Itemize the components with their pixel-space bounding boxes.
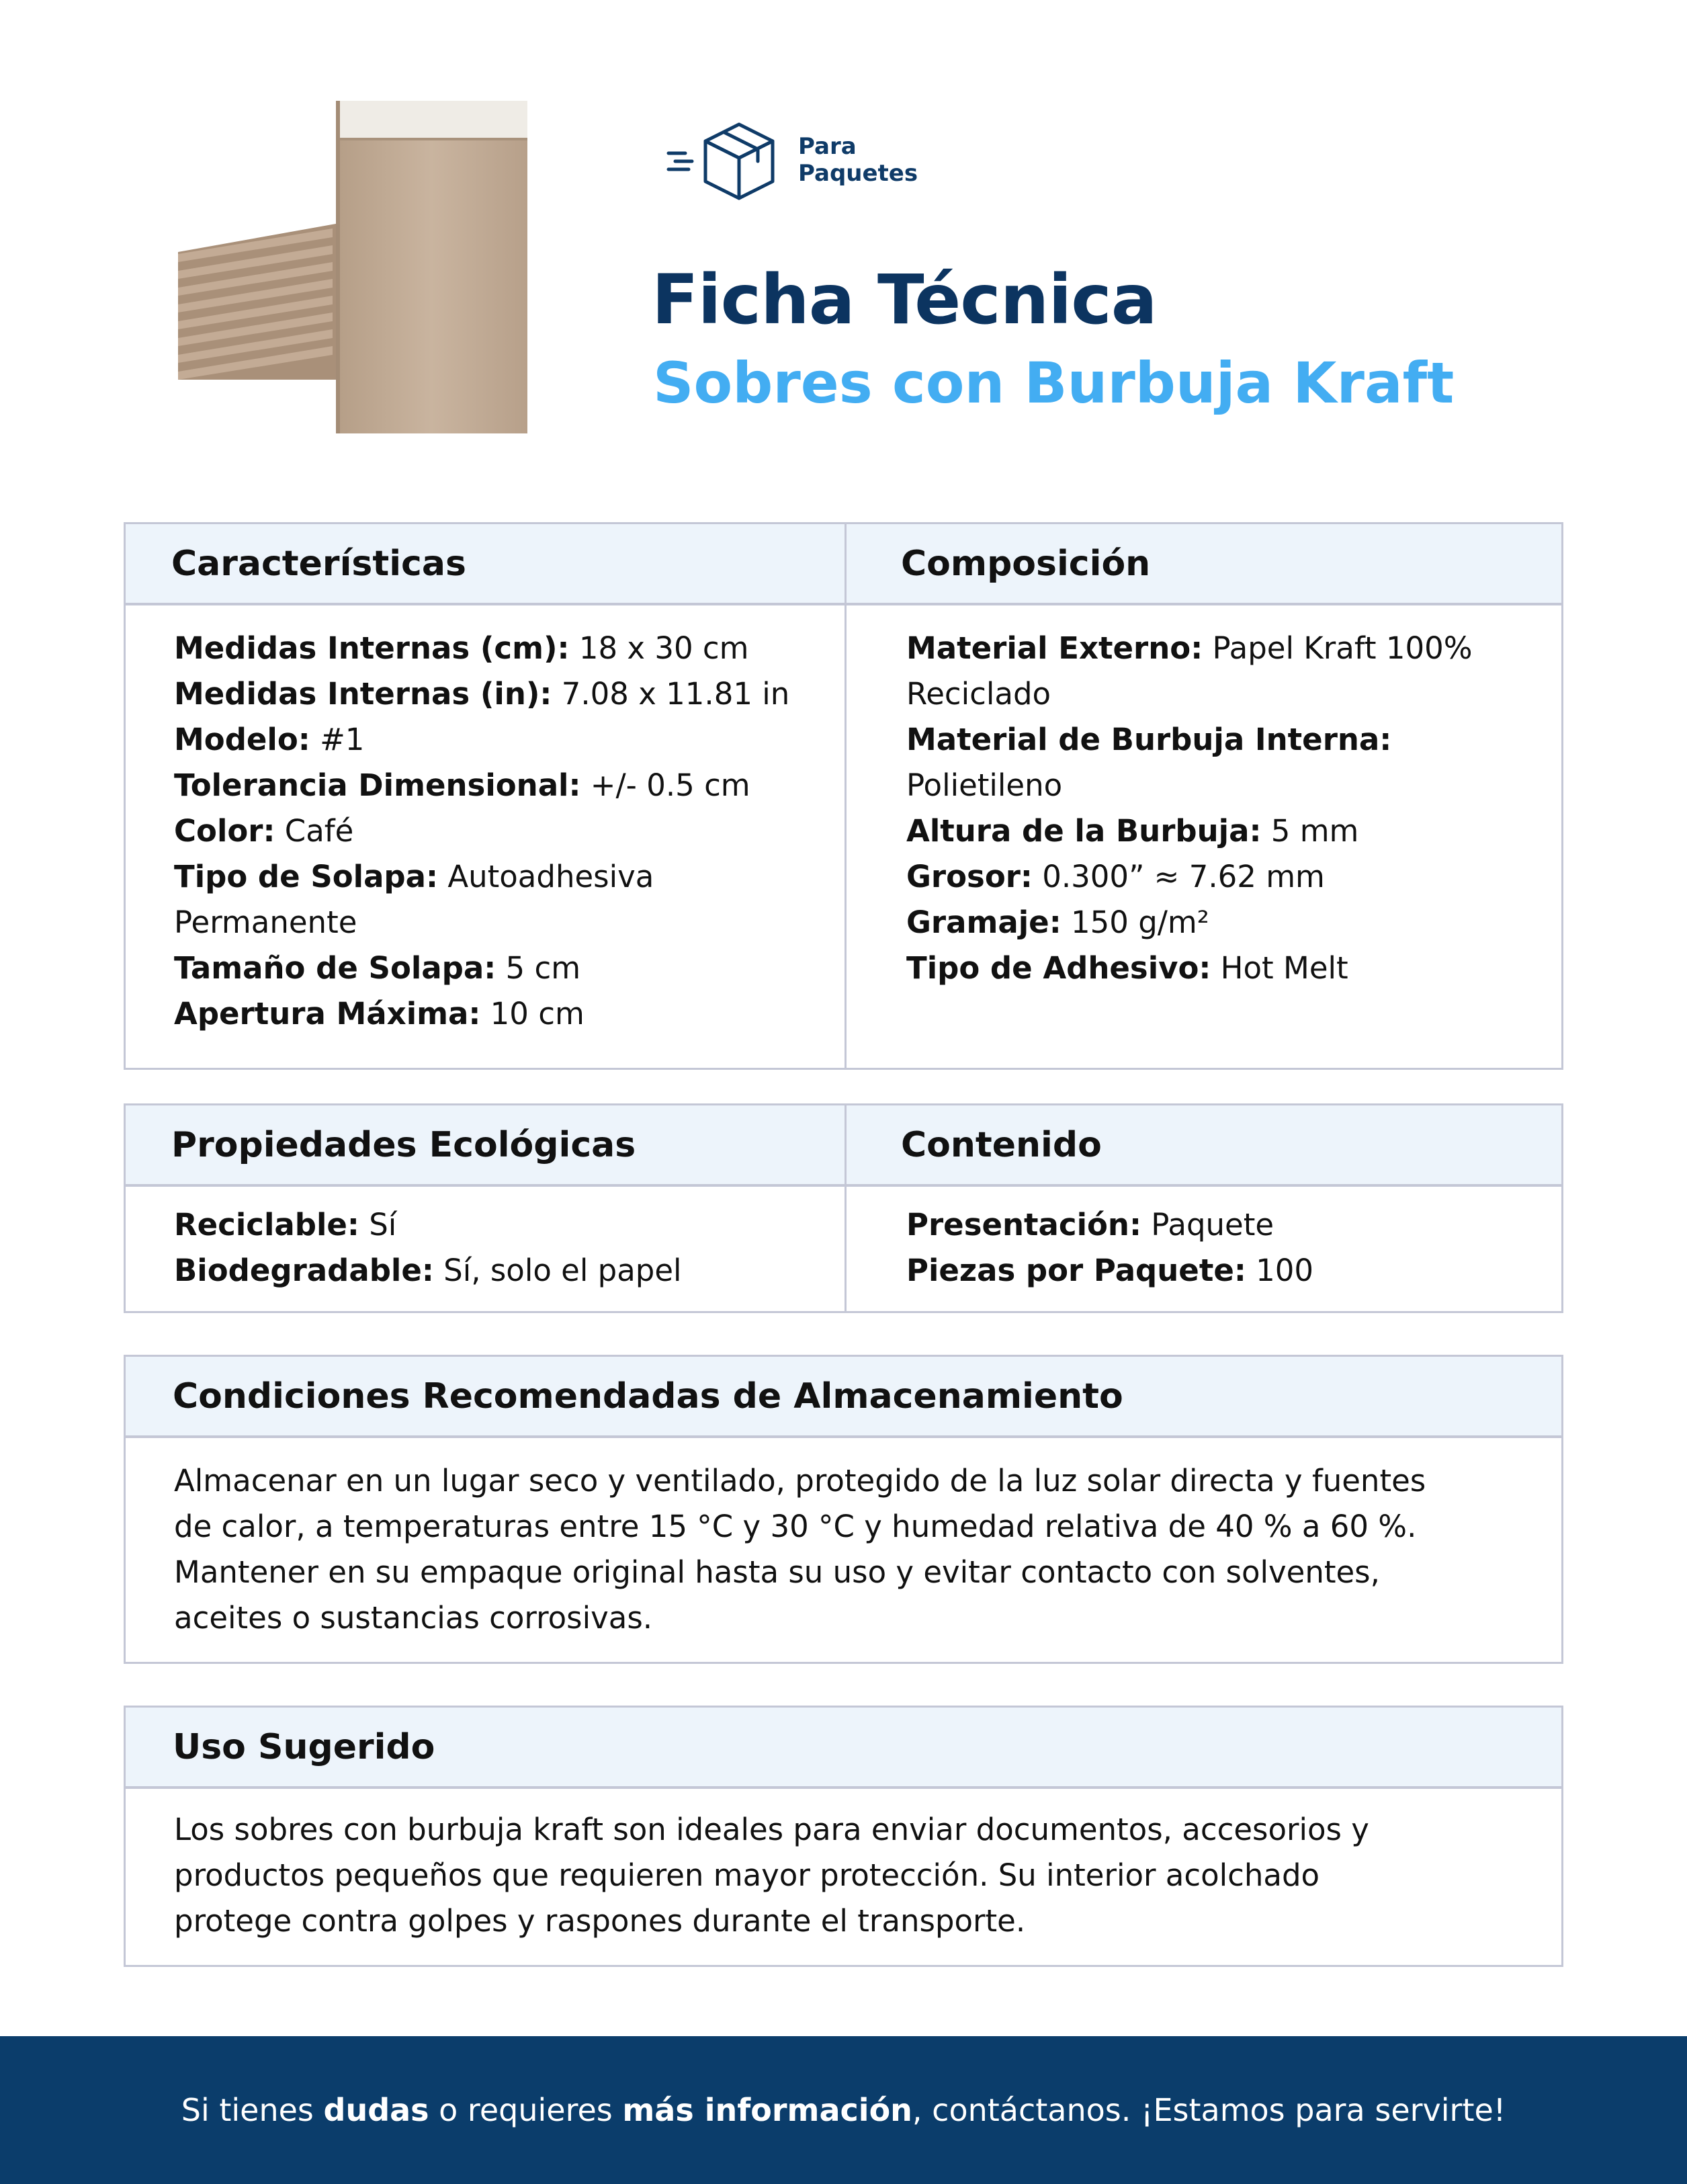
- spec-item: [906, 1248, 1561, 1294]
- spec-value: Papel Kraft 100%: [1203, 630, 1473, 666]
- spec-value: Paquete: [1141, 1207, 1274, 1243]
- spec-value: Hot Melt: [1211, 950, 1348, 986]
- spec-item: [174, 1202, 845, 1248]
- caracteristicas-list: [126, 605, 845, 1037]
- spec-label: Grosor:: [906, 859, 1033, 894]
- spec-item: [174, 808, 845, 854]
- spec-value-continuation: Permanente: [174, 905, 357, 940]
- composicion-list: [847, 605, 1561, 991]
- paragraph-line: productos pequeños que requieren mayor protección. Su interior acolchado: [174, 1857, 1320, 1893]
- spec-value: 10 cm: [480, 996, 585, 1032]
- spec-item: [906, 900, 1561, 946]
- spec-label: Presentación:: [906, 1207, 1141, 1243]
- spec-value: 5 mm: [1261, 813, 1359, 849]
- paragraph-line: protege contra golpes y raspones durante el transporte.: [174, 1903, 1026, 1939]
- spec-value: Café: [275, 813, 354, 849]
- spec-value: 5 cm: [496, 950, 581, 986]
- spec-label: Color:: [174, 813, 275, 849]
- spec-item: [906, 946, 1561, 991]
- spec-label: Altura de la Burbuja:: [906, 813, 1262, 849]
- ecologicas-heading: Propiedades Ecológicas: [171, 1124, 636, 1165]
- spec-value: 18 x 30 cm: [569, 630, 749, 666]
- spec-value: #1: [310, 722, 365, 757]
- spec-label: Biodegradable:: [174, 1253, 434, 1288]
- spec-label: Tolerancia Dimensional:: [174, 767, 581, 803]
- almacenamiento-heading: Condiciones Recomendadas de Almacenamiento: [173, 1376, 1123, 1417]
- spec-item: [174, 991, 845, 1037]
- eco-content-section: [124, 1103, 1563, 1313]
- spec-label: Reciclable:: [174, 1207, 359, 1243]
- spec-item: [174, 1248, 845, 1294]
- brand-name-line2: Paquetes: [798, 159, 918, 187]
- specs-section: [124, 522, 1563, 1070]
- caracteristicas-heading: Características: [171, 543, 466, 584]
- spec-value: Sí: [359, 1207, 397, 1243]
- footer-part1: Si tienes: [181, 2092, 324, 2128]
- footer-bold1: dudas: [323, 2092, 429, 2128]
- spec-label: Tipo de Solapa:: [174, 859, 439, 894]
- spec-label: Tamaño de Solapa:: [174, 950, 496, 986]
- spec-item: [906, 626, 1561, 671]
- page-title: Ficha Técnica: [652, 260, 1157, 340]
- spec-item: [906, 1202, 1561, 1248]
- spec-value: +/- 0.5 cm: [580, 767, 750, 803]
- paragraph-line: de calor, a temperaturas entre 15 °C y 30 °C y humedad relativa de 40 % a 60 %.: [174, 1509, 1417, 1544]
- spec-label: Modelo:: [174, 722, 310, 757]
- spec-label: Medidas Internas (cm):: [174, 630, 570, 666]
- spec-label: Medidas Internas (in):: [174, 676, 552, 712]
- spec-label: Tipo de Adhesivo:: [906, 950, 1211, 986]
- footer-banner: [0, 2036, 1687, 2184]
- spec-label: Material de Burbuja Interna:: [906, 722, 1392, 757]
- spec-label: Apertura Máxima:: [174, 996, 481, 1032]
- contenido-heading: Contenido: [901, 1124, 1102, 1165]
- spec-value: 100: [1246, 1253, 1314, 1288]
- brand-logo: [665, 114, 918, 205]
- spec-label: Material Externo:: [906, 630, 1203, 666]
- footer-part3: , contáctanos. ¡Estamos para servirte!: [912, 2092, 1506, 2128]
- spec-value: 7.08 x 11.81 in: [552, 676, 790, 712]
- kraft-envelopes-icon: [171, 91, 534, 440]
- spec-value: Sí, solo el papel: [433, 1253, 682, 1288]
- paragraph-line: Almacenar en un lugar seco y ventilado, protegido de la luz solar directa y fuentes: [174, 1463, 1426, 1499]
- contenido-list: [847, 1187, 1561, 1294]
- spec-label: Gramaje:: [906, 905, 1062, 940]
- product-image: [171, 91, 534, 440]
- composicion-panel: [847, 524, 1561, 1068]
- almacenamiento-section: [124, 1355, 1563, 1664]
- spec-item: [906, 854, 1561, 900]
- spec-item: [174, 626, 845, 671]
- paragraph-line: aceites o sustancias corrosivas.: [174, 1600, 653, 1636]
- box-logo-icon: [665, 114, 793, 205]
- spec-item: [174, 946, 845, 991]
- caracteristicas-panel: [126, 524, 847, 1068]
- footer-text: [181, 2092, 1506, 2128]
- brand-name-line1: Para: [798, 132, 857, 160]
- spec-value: Autoadhesiva: [438, 859, 654, 894]
- paragraph-line: Los sobres con burbuja kraft son ideales para enviar documentos, accesorios y: [174, 1812, 1369, 1847]
- footer-bold2: más información: [622, 2092, 912, 2128]
- footer-part2: o requieres: [429, 2092, 623, 2128]
- composicion-heading: Composición: [901, 543, 1151, 584]
- spec-item: [906, 717, 1561, 763]
- spec-value: 150 g/m²: [1061, 905, 1209, 940]
- contenido-panel: [847, 1105, 1561, 1311]
- ecologicas-list: [126, 1187, 845, 1294]
- spec-item: [174, 854, 845, 900]
- spec-label: Piezas por Paquete:: [906, 1253, 1246, 1288]
- uso-section: [124, 1706, 1563, 1967]
- page-subtitle: Sobres con Burbuja Kraft: [653, 350, 1455, 416]
- spec-value: 0.300” ≈ 7.62 mm: [1032, 859, 1325, 894]
- uso-heading: Uso Sugerido: [173, 1726, 435, 1767]
- spec-item: [174, 717, 845, 763]
- spec-item: [906, 808, 1561, 854]
- spec-item: [174, 671, 845, 717]
- ecologicas-panel: [126, 1105, 847, 1311]
- paragraph-line: Mantener en su empaque original hasta su uso y evitar contacto con solventes,: [174, 1554, 1380, 1590]
- spec-value-continuation: Polietileno: [906, 767, 1063, 803]
- spec-item: [174, 763, 845, 808]
- almacenamiento-text: [126, 1438, 1561, 1641]
- uso-text: [126, 1789, 1561, 1944]
- spec-value-continuation: Reciclado: [906, 676, 1051, 712]
